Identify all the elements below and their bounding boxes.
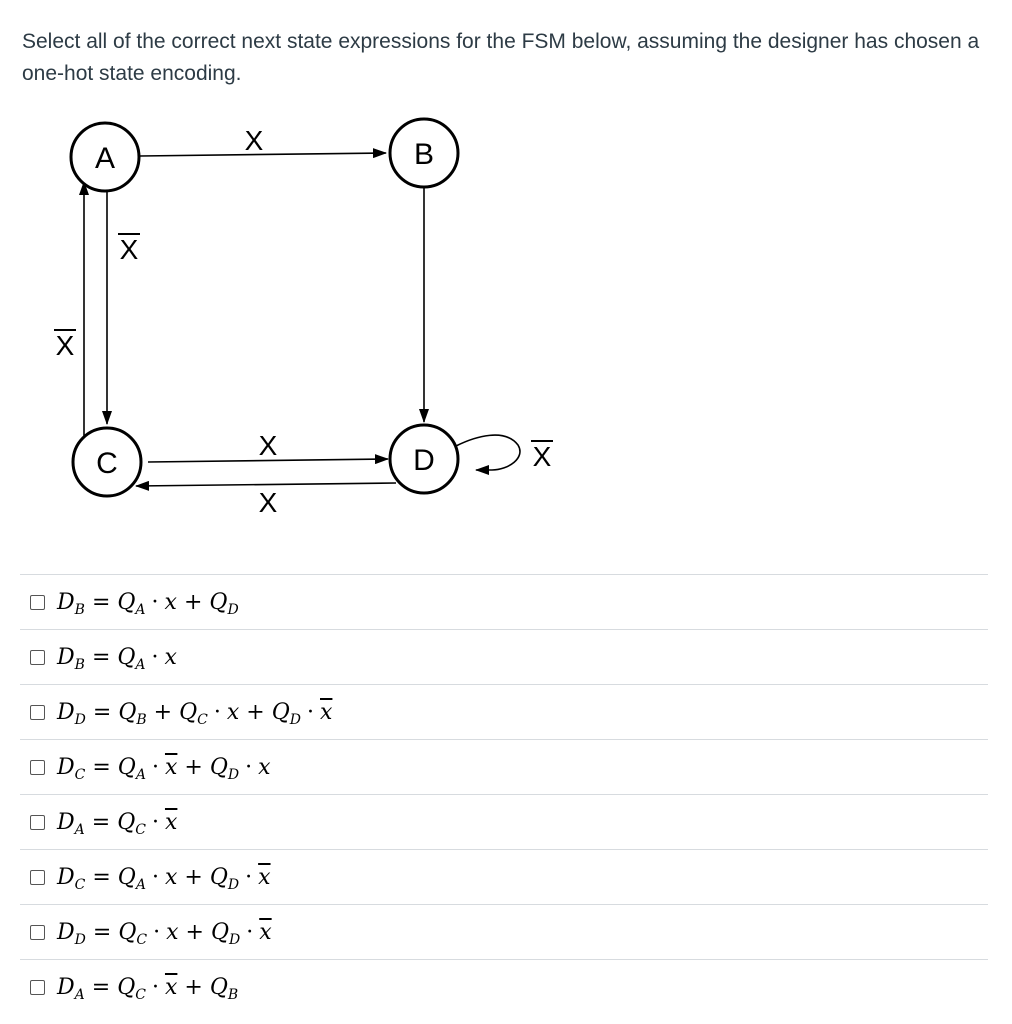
transition-d-to-c bbox=[136, 483, 396, 486]
answer-option[interactable] bbox=[20, 739, 988, 794]
answer-equation: $D_C = Q_A \cdot \overline{x} + Q_D \cdot x$ bbox=[57, 754, 271, 783]
label-d-to-c: X bbox=[258, 487, 278, 518]
answer-option[interactable] bbox=[20, 629, 988, 684]
answer-option[interactable] bbox=[20, 849, 988, 904]
answer-equation: $D_B = Q_A \cdot x$ bbox=[57, 644, 177, 673]
state-a-label: A bbox=[94, 142, 116, 175]
answer-equation: $D_D = Q_B + Q_C \cdot x + Q_D \cdot \overline{x}$ bbox=[57, 699, 333, 728]
answer-option[interactable] bbox=[20, 574, 988, 629]
answer-equation: $D_A = Q_C \cdot \overline{x} + Q_B$ bbox=[57, 974, 239, 1003]
answer-checkbox[interactable] bbox=[30, 705, 45, 720]
answer-checkbox[interactable] bbox=[30, 870, 45, 885]
state-a bbox=[71, 123, 139, 191]
answer-checkbox[interactable] bbox=[30, 760, 45, 775]
answer-checkbox[interactable] bbox=[30, 980, 45, 995]
state-c bbox=[73, 428, 141, 496]
svg-text:X: X bbox=[119, 234, 139, 265]
answer-option[interactable] bbox=[20, 684, 988, 739]
answer-checkbox[interactable] bbox=[30, 595, 45, 610]
svg-text:X: X bbox=[55, 330, 75, 361]
answer-equation: $D_A = Q_C \cdot \overline{x}$ bbox=[57, 809, 178, 838]
state-b bbox=[390, 119, 458, 187]
label-a-to-b: X bbox=[244, 125, 264, 156]
answer-option[interactable] bbox=[20, 904, 988, 959]
answer-equation: $D_B = Q_A \cdot x + Q_D$ bbox=[57, 589, 239, 618]
svg-text:X: X bbox=[532, 441, 552, 472]
label-a-to-c bbox=[118, 234, 140, 265]
state-b-label: B bbox=[413, 138, 435, 171]
state-c-label: C bbox=[96, 447, 118, 480]
answer-checkbox[interactable] bbox=[30, 650, 45, 665]
answer-option[interactable] bbox=[20, 959, 988, 1015]
label-d-self bbox=[531, 441, 553, 472]
label-c-to-a bbox=[54, 330, 76, 361]
state-d-label: D bbox=[413, 444, 435, 477]
answer-list bbox=[20, 574, 988, 1015]
label-c-to-d: X bbox=[258, 430, 278, 461]
answer-equation: $D_D = Q_C \cdot x + Q_D \cdot \overline{x}$ bbox=[57, 919, 272, 948]
transition-d-self-loop bbox=[456, 435, 520, 470]
answer-equation: $D_C = Q_A \cdot x + Q_D \cdot \overline{x}$ bbox=[57, 864, 271, 893]
answer-option[interactable] bbox=[20, 794, 988, 849]
state-d bbox=[390, 425, 458, 493]
answer-checkbox[interactable] bbox=[30, 925, 45, 940]
answer-checkbox[interactable] bbox=[30, 815, 45, 830]
question-text: Select all of the correct next state expressions for the FSM below, assuming the designer has chosen a one-hot state encoding. bbox=[22, 30, 980, 85]
